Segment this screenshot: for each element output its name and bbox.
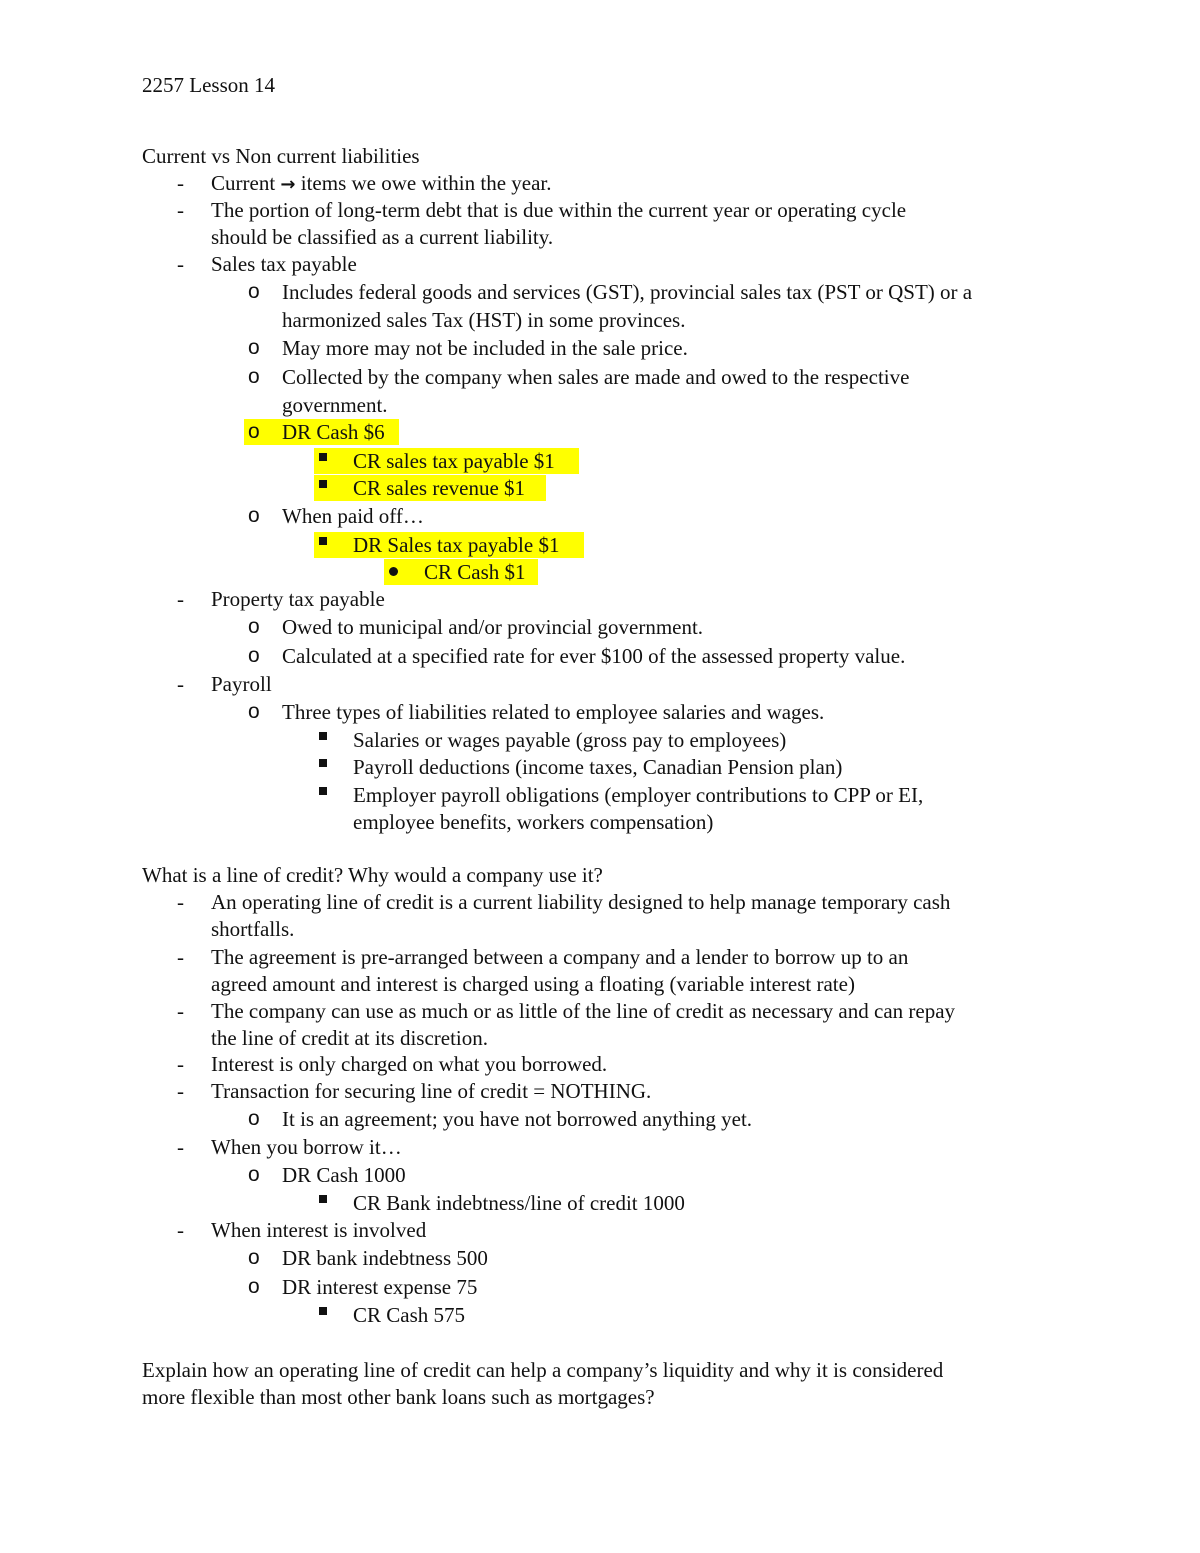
transaction-nothing: Transaction for securing line of credit = NOTHING. — [211, 1079, 652, 1103]
current-suffix: items we owe within the year. — [300, 171, 552, 195]
portion-line-1: The portion of long-term debt that is due within the current year or operating cycle — [211, 198, 907, 222]
dash-bullet: - — [177, 890, 184, 914]
section-heading-liabilities: Current vs Non current liabilities — [142, 144, 420, 168]
square-bullet — [319, 475, 327, 501]
when-interest: When interest is involved — [211, 1218, 427, 1242]
journal-cr-cash-575: CR Cash 575 — [353, 1303, 466, 1327]
current-prefix: Current — [211, 171, 276, 195]
when-paid-off: When paid off… — [282, 504, 424, 528]
circle-bullet: o — [248, 700, 260, 723]
circle-bullet: o — [248, 1163, 260, 1186]
property-calculated: Calculated at a specified rate for ever $100 of the assessed property value. — [282, 644, 906, 668]
circle-bullet: o — [248, 280, 260, 303]
square-bullet — [319, 1190, 327, 1216]
payroll-employer-1: Employer payroll obligations (employer contributions to CPP or EI, — [353, 783, 924, 807]
journal-dr-sales-tax: DR Sales tax payable $1 — [353, 533, 560, 557]
sales-tax-label: Sales tax payable — [211, 252, 357, 276]
when-borrow: When you borrow it… — [211, 1135, 402, 1159]
agreement-note: It is an agreement; you have not borrowed anything yet. — [282, 1107, 753, 1131]
section-heading-line-of-credit: What is a line of credit? Why would a company use it? — [142, 863, 603, 887]
operating-line-1: An operating line of credit is a current liability designed to help manage temporary cash — [211, 890, 951, 914]
square-bullet — [319, 1302, 327, 1328]
dash-bullet: - — [177, 252, 184, 276]
dash-bullet: - — [177, 1052, 184, 1076]
dash-bullet: - — [177, 999, 184, 1023]
circle-bullet: o — [248, 365, 260, 388]
square-bullet — [319, 754, 327, 780]
interest-only: Interest is only charged on what you borrowed. — [211, 1052, 608, 1076]
question-line-2: more flexible than most other bank loans such as mortgages? — [142, 1385, 655, 1409]
journal-cr-cash-1: CR Cash $1 — [424, 560, 526, 584]
square-bullet — [319, 532, 327, 558]
operating-line-2: shortfalls. — [211, 917, 295, 941]
sales-tax-includes-2: harmonized sales Tax (HST) in some provinces. — [282, 308, 686, 332]
journal-dr-cash-6: DR Cash $6 — [282, 420, 385, 444]
dash-bullet: - — [177, 198, 184, 222]
dash-bullet: - — [177, 587, 184, 611]
journal-dr-bank-500: DR bank indebtness 500 — [282, 1246, 488, 1270]
circle-bullet: o — [248, 1246, 260, 1269]
journal-dr-cash-1000: DR Cash 1000 — [282, 1163, 406, 1187]
payroll-employer-2: employee benefits, workers compensation) — [353, 810, 714, 834]
payroll-label: Payroll — [211, 672, 272, 696]
payroll-three-types: Three types of liabilities related to employee salaries and wages. — [282, 700, 825, 724]
circle-bullet: o — [248, 1107, 260, 1130]
sales-tax-collected-2: government. — [282, 393, 388, 417]
circle-bullet: o — [248, 644, 260, 667]
square-bullet — [319, 448, 327, 474]
sales-tax-may: May more may not be included in the sale price. — [282, 336, 688, 360]
circle-bullet: o — [248, 1275, 260, 1298]
company-line-1: The company can use as much or as little of the line of credit as necessary and can repay — [211, 999, 956, 1023]
dash-bullet: - — [177, 672, 184, 696]
dash-bullet: - — [177, 171, 184, 195]
property-owed: Owed to municipal and/or provincial government. — [282, 615, 704, 639]
sales-tax-collected-1: Collected by the company when sales are made and owed to the respective — [282, 365, 910, 389]
dash-bullet: - — [177, 1135, 184, 1159]
dash-bullet: - — [177, 1218, 184, 1242]
payroll-deductions: Payroll deductions (income taxes, Canadian Pension plan) — [353, 755, 843, 779]
question-line-1: Explain how an operating line of credit can help a company’s liquidity and why it is considered — [142, 1358, 944, 1382]
agreement-line-2: agreed amount and interest is charged using a floating (variable interest rate) — [211, 972, 855, 996]
circle-bullet: o — [248, 336, 260, 359]
property-tax-label: Property tax payable — [211, 587, 385, 611]
journal-dr-interest-75: DR interest expense 75 — [282, 1275, 478, 1299]
arrow-right-icon: → — [280, 174, 296, 195]
sales-tax-includes-1: Includes federal goods and services (GST), provincial sales tax (PST or QST) or a — [282, 280, 973, 304]
circle-bullet: o — [248, 420, 260, 443]
circle-bullet: o — [248, 504, 260, 527]
journal-cr-sales-tax: CR sales tax payable $1 — [353, 449, 555, 473]
square-bullet — [319, 782, 327, 808]
company-line-2: the line of credit at its discretion. — [211, 1026, 488, 1050]
portion-line-2: should be classified as a current liability. — [211, 225, 554, 249]
journal-cr-bank-1000: CR Bank indebtness/line of credit 1000 — [353, 1191, 685, 1215]
dot-bullet — [389, 559, 398, 585]
circle-bullet: o — [248, 615, 260, 638]
payroll-salaries: Salaries or wages payable (gross pay to employees) — [353, 728, 787, 752]
current-definition — [211, 170, 552, 196]
agreement-line-1: The agreement is pre-arranged between a company and a lender to borrow up to an — [211, 945, 909, 969]
lesson-title: 2257 Lesson 14 — [142, 73, 275, 97]
journal-cr-sales-revenue: CR sales revenue $1 — [353, 476, 526, 500]
square-bullet — [319, 727, 327, 753]
dash-bullet: - — [177, 945, 184, 969]
dash-bullet: - — [177, 1079, 184, 1103]
